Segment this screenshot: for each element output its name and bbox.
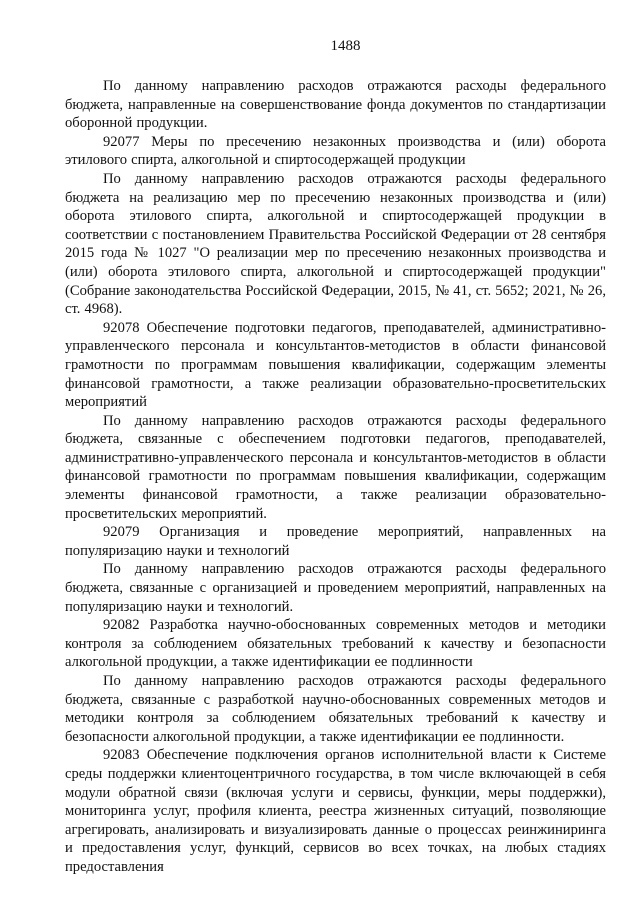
paragraph-92077-description: По данному направлению расходов отражаются расходы федерального бюджета на реализацию мер по пресечению незаконных производства и (или) оборота этилового спирта, алкогольной и спиртосодержащей продукции в соответствии с постановлением Правительства Российской Федерации от 28 сентября 2015 года № 1027 "О реализации мер по пресечению незаконных производства и (или) оборота этилового спирта, алкогольной и спиртосодержащей продукции" (Собрание законодательства Российской Федерации, 2015, № 41, ст. 5652; 2021, № 26, ст. 4968). <box>65 170 606 318</box>
section-heading-92078: 92078 Обеспечение подготовки педагогов, преподавателей, административно-управленческого персонала и консультантов-методистов в области финансовой грамотности по программам повышения квалификации, содержащим элементы финансовой грамотности, а также реализации образовательно-просветительских мероприятий <box>65 319 606 411</box>
paragraph-1: По данному направлению расходов отражаются расходы федерального бюджета, направленные на совершенствование фонда документов по стандартизации оборонной продукции. <box>65 78 606 132</box>
paragraph-92079-description: По данному направлению расходов отражаются расходы федерального бюджета, связанные с организацией и проведением мероприятий, направленных на популяризацию науки и технологий. <box>65 561 606 615</box>
section-heading-92077: 92077 Меры по пресечению незаконных производства и (или) оборота этилового спирта, алкогольной и спиртосодержащей продукции <box>65 133 606 169</box>
page-number: 1488 <box>330 38 361 54</box>
paragraph-92082-description: По данному направлению расходов отражаются расходы федерального бюджета, связанные с разработкой научно-обоснованных современных методов и методики контроля за соблюдением обязательных требований к качеству и безопасности алкогольной продукции, а также идентификации ее подлинности. <box>65 673 606 745</box>
section-heading-92082: 92082 Разработка научно-обоснованных современных методов и методики контроля за соблюдением обязательных требований к качеству и безопасности алкогольной продукции, а также идентификации ее подлинности <box>65 617 606 671</box>
section-heading-92079: 92079 Организация и проведение мероприятий, направленных на популяризацию науки и технологий <box>65 524 606 559</box>
section-heading-92083: 92083 Обеспечение подключения органов исполнительной власти к Системе среды поддержки клиентоцентричного государства, в том числе включающей в себя модули обратной связи (включая услуги и сервисы, функции, меры поддержки), мониторинга услуг, профиля клиента, реестра жизненных ситуаций, позволяющие агрегировать, анализировать и визуализировать данные о процессах реинжиниринга и предоставления услуг, функций, сервисов во всех точках, на любых стадиях предоставления <box>65 747 606 875</box>
paragraph-92078-description: По данному направлению расходов отражаются расходы федерального бюджета, связанные с обеспечением подготовки педагогов, преподавателей, административно-управленческого персонала и консультантов-методистов в области финансовой грамотности по программам повышения квалификации, содержащим элементы финансовой грамотности, а также реализации образовательно-просветительских мероприятий. <box>65 412 606 522</box>
